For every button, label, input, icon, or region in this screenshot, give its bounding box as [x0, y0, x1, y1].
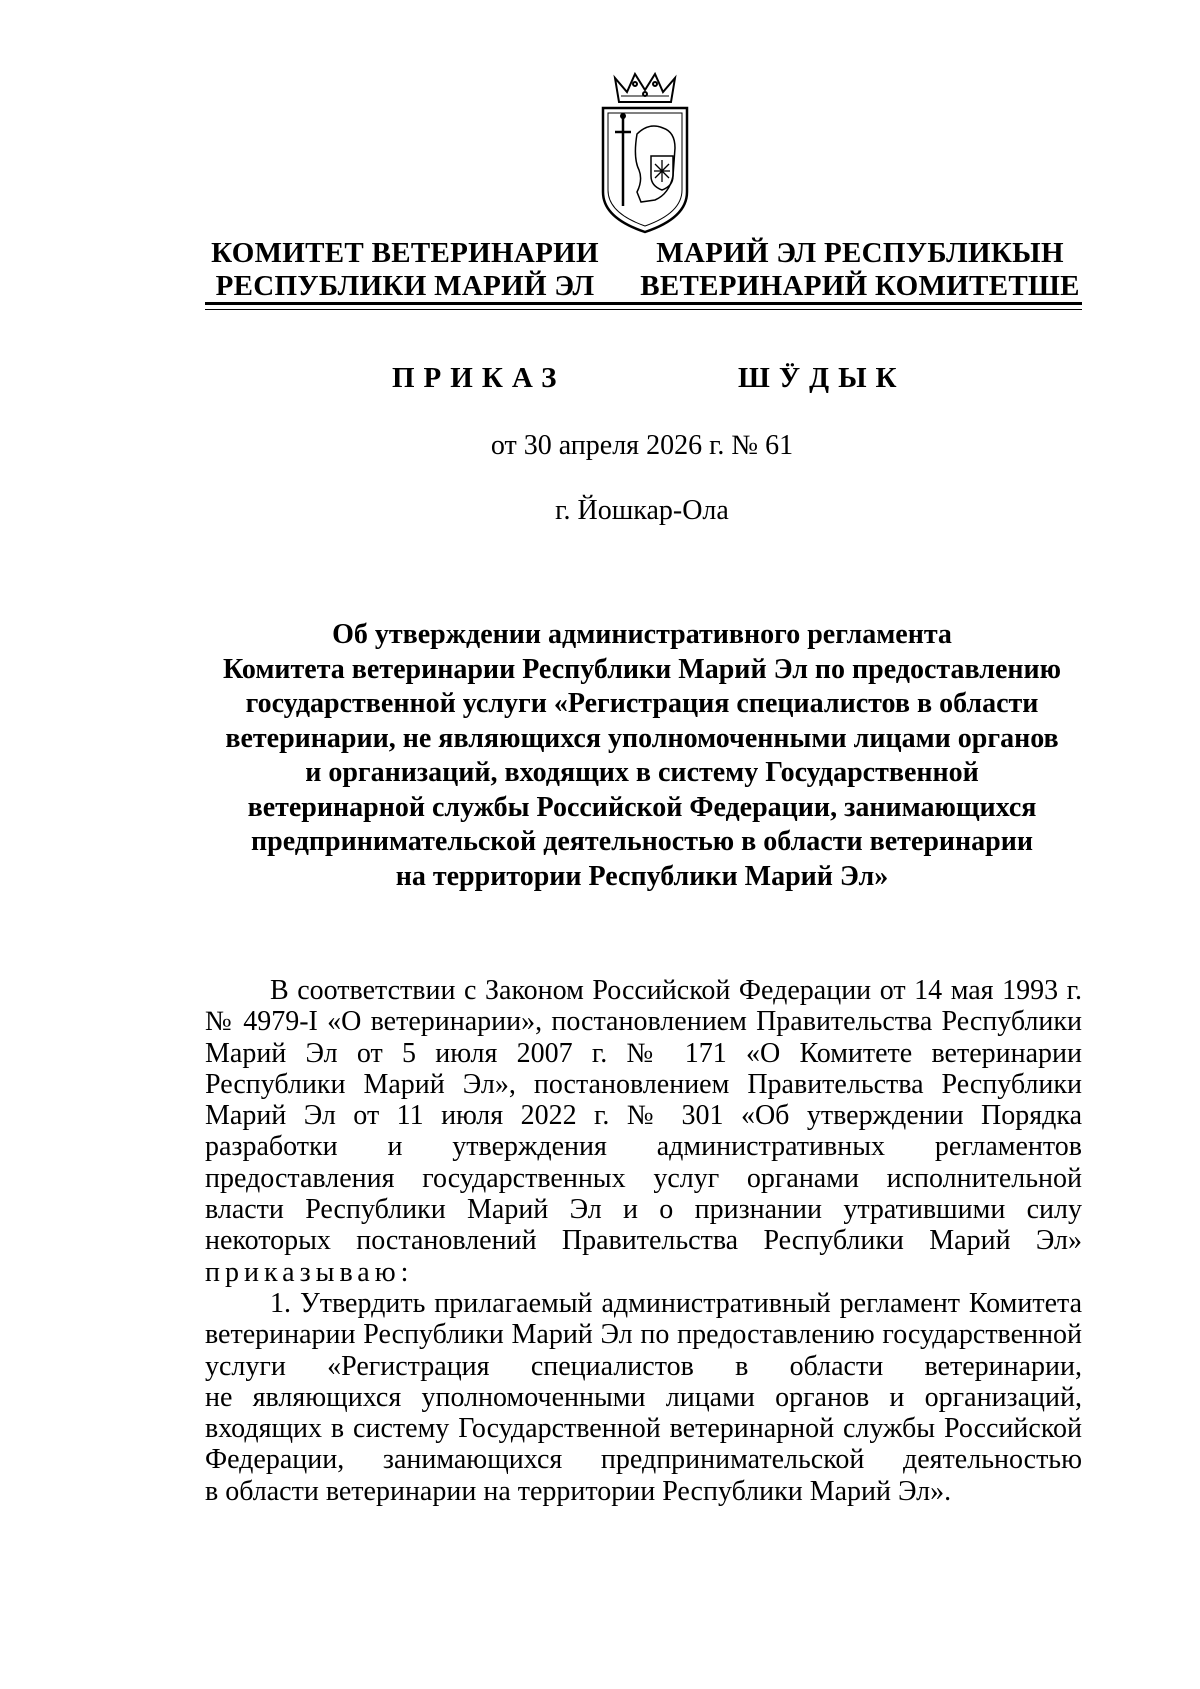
preamble-line: некоторых постановлений Правительства Республики Марий Эл»	[205, 1225, 1082, 1257]
item-1-line: 1. Утвердить прилагаемый административный регламент Комитета	[270, 1287, 1082, 1319]
header-right	[640, 237, 1080, 303]
coat-of-arms-icon	[597, 72, 693, 234]
item-1-line: в области ветеринарии на территории Республики Марий Эл».	[205, 1475, 952, 1507]
title-line: и организаций, входящих в систему Государственной	[305, 757, 979, 788]
document-title	[180, 618, 1104, 894]
preamble-line: Марий Эл от 11 июля 2022 г. № 301 «Об утверждении Порядка	[205, 1100, 1082, 1132]
order-word-ru: ПРИКАЗ	[392, 362, 566, 394]
header-divider-thin	[205, 309, 1082, 310]
preamble-line: В соответствии с Законом Российской Федерации от 14 мая 1993 г.	[270, 975, 1082, 1006]
preamble-line: Республики Марий Эл», постановлением Правительства Республики	[205, 1068, 1082, 1100]
preamble-line: разработки и утверждения административных регламентов	[205, 1131, 1082, 1163]
header-left	[205, 237, 605, 303]
header-right-line2: ВЕТЕРИНАРИЙ КОМИТЕТШЕ	[640, 270, 1080, 302]
title-line: ветеринарии, не являющихся уполномоченными лицами органов	[225, 722, 1059, 754]
preamble-line: Марий Эл от 5 июля 2007 г. № 171 «О Комитете ветеринарии	[205, 1037, 1082, 1069]
decree-word: приказываю:	[205, 1256, 414, 1288]
preamble-line: № 4979-I «О ветеринарии», постановлением Правительства Республики	[205, 1006, 1082, 1038]
title-line: ветеринарной службы Российской Федерации, занимающихся	[247, 791, 1037, 823]
item-1-line: ветеринарии Республики Марий Эл по предоставлению государственной	[205, 1319, 1082, 1351]
header-left-line2: РЕСПУБЛИКИ МАРИЙ ЭЛ	[215, 270, 595, 302]
item-1-paragraph	[205, 1288, 1082, 1507]
item-1-line: не являющихся уполномоченными лицами органов и организаций,	[205, 1381, 1082, 1413]
item-1-line: Федерации, занимающихся предпринимательской деятельностью	[205, 1444, 1082, 1476]
title-line: государственной услуги «Регистрация специалистов в области	[245, 688, 1039, 719]
header-left-line1: КОМИТЕТ ВЕТЕРИНАРИИ	[211, 237, 599, 269]
title-line: предпринимательской деятельностью в области ветеринарии	[250, 826, 1034, 857]
title-line: Об утверждении административного регламента	[332, 619, 952, 650]
document-body	[205, 975, 1082, 1507]
order-city: г. Йошкар-Ола	[555, 495, 729, 526]
item-1-line: входящих в систему Государственной ветеринарной службы Российской	[205, 1413, 1082, 1445]
header-right-line1: МАРИЙ ЭЛ РЕСПУБЛИКЫН	[656, 237, 1064, 269]
item-1-line: услуги «Регистрация специалистов в области ветеринарии,	[205, 1350, 1082, 1382]
preamble-line: власти Республики Марий Эл и о признании утратившими силу	[205, 1194, 1082, 1226]
header-divider-thick	[205, 302, 1082, 305]
preamble-paragraph	[205, 975, 1082, 1288]
preamble-line: предоставления государственных услуг органами исполнительной	[205, 1162, 1082, 1194]
title-line: Комитета ветеринарии Республики Марий Эл по предоставлению	[222, 653, 1062, 685]
order-word-mari: ШӰДЫК	[738, 362, 906, 394]
order-dateline: от 30 апреля 2026 г. № 61	[490, 430, 794, 461]
title-line: на территории Республики Марий Эл»	[395, 860, 889, 892]
